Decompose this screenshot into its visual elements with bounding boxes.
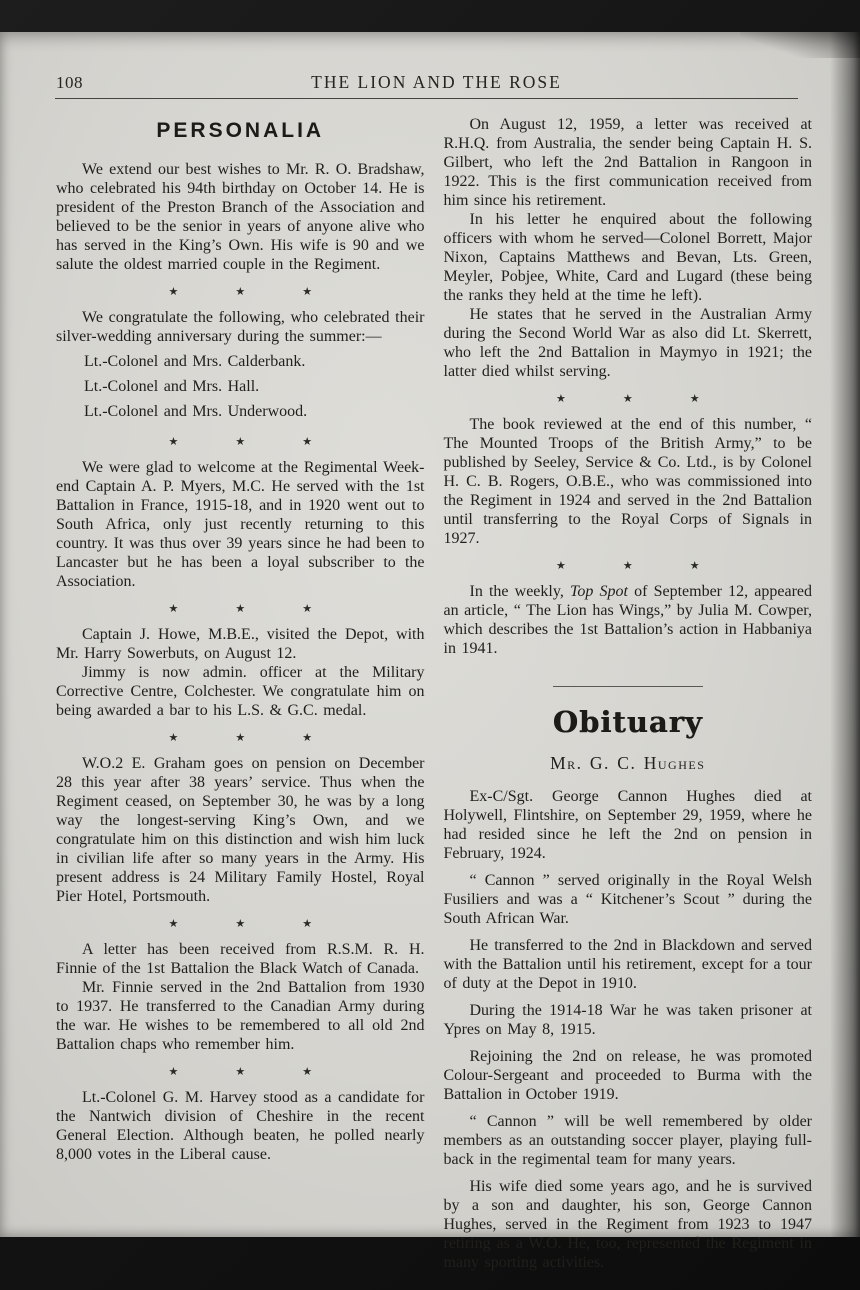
list-item: Lt.-Colonel and Mrs. Underwood. xyxy=(84,403,308,420)
paragraph-graham: W.O.2 E. Graham goes on pension on December 28 this year after 38 years’ service. Thus when the Regiment ceased, on September 30, he was by a long way the longest-serving King’s Own, and we congratulate him on this distinction and wish him luck in civilian life after so many years in the Army. His present address is 24 Military Family Hostel, Royal Pier Hotel, Portsmouth. xyxy=(56,755,425,905)
star-separator xyxy=(56,286,425,298)
list-item: Lt.-Colonel and Mrs. Hall. xyxy=(84,378,260,395)
journal-title: THE LION AND THE ROSE xyxy=(311,72,562,92)
paragraph-finnie-2: Mr. Finnie served in the 2nd Battalion from 1930 to 1937. He transferred to the Canadian Army during the war. He wishes to be remembered to all old 2nd Battalion chaps who remember him. xyxy=(56,979,425,1053)
paragraph-harvey: Lt.-Colonel G. M. Harvey stood as a candidate for the Nantwich division of Cheshire in the recent General Election. Although beaten, he polled nearly 8,000 votes in the Liberal cause. xyxy=(56,1089,425,1163)
paragraph-howe-2: Jimmy is now admin. officer at the Military Corrective Centre, Colchester. We congratulate him on being awarded a bar to his L.S. & G.C. medal. xyxy=(56,664,425,719)
obituary-paragraph: Rejoining the 2nd on release, he was promoted Colour-Sergeant and proceeded to Burma with the Battalion in October 1919. xyxy=(443,1048,812,1103)
obituary-paragraph: Ex-C/Sgt. George Cannon Hughes died at Holywell, Flintshire, on September 29, 1959, where he had resided since he left the 2nd on pension in February, 1924. xyxy=(443,788,812,862)
star-icon: ★ xyxy=(689,560,700,572)
star-icon: ★ xyxy=(302,1066,313,1078)
star-icon: ★ xyxy=(235,732,246,744)
star-icon: ★ xyxy=(168,1066,179,1078)
star-icon: ★ xyxy=(168,732,179,744)
section-divider-rule xyxy=(553,686,703,687)
star-separator xyxy=(444,560,813,572)
silver-wedding-name-list xyxy=(84,349,425,424)
star-icon: ★ xyxy=(302,603,313,615)
obituary-paragraph: He transferred to the 2nd in Blackdown and served with the Battalion until his retirement, except for a tour of duty at the Depot in 1910. xyxy=(443,937,812,992)
personalia-heading: PERSONALIA xyxy=(156,119,325,142)
page-number: 108 xyxy=(56,73,83,92)
star-icon: ★ xyxy=(302,436,313,448)
star-icon: ★ xyxy=(168,918,179,930)
paragraph-bradshaw: We extend our best wishes to Mr. R. O. Bradshaw, who celebrated his 94th birthday on October 14. He is president of the Preston Branch of the Association and believed to be the senior in years of anyone alive who has served in the King’s Own. His wife is 90 and we salute the oldest married couple in the Regiment. xyxy=(56,161,425,273)
paragraph-gilbert: On August 12, 1959, a letter was received at R.H.Q. from Australia, the sender being Captain H. S. Gilbert, who left the 2nd Battalion in Rangoon in 1922. This is the first communication received from him since his retirement. xyxy=(443,116,812,209)
paragraph-gilbert-2: In his letter he enquired about the following officers with whom he served—Colonel Borrett, Major Nixon, Captains Matthews and Bevan, Lts. Green, Meyler, Pobjee, White, Card and Lugard (these being the ranks they held at the time he left). xyxy=(443,211,812,304)
left-column xyxy=(56,115,425,1280)
star-icon: ★ xyxy=(302,918,313,930)
star-icon: ★ xyxy=(622,560,633,572)
star-icon: ★ xyxy=(168,436,179,448)
star-separator xyxy=(56,732,425,744)
page-header xyxy=(0,32,860,97)
star-icon: ★ xyxy=(235,603,246,615)
top-spot-title: Top Spot xyxy=(569,583,628,600)
top-spot-pre: In the weekly, xyxy=(469,583,570,600)
page-columns xyxy=(0,99,860,1280)
obituary-section xyxy=(443,705,813,1272)
star-icon: ★ xyxy=(235,918,246,930)
star-icon: ★ xyxy=(302,732,313,744)
star-icon: ★ xyxy=(555,393,566,405)
star-icon: ★ xyxy=(689,393,700,405)
star-separator xyxy=(56,918,425,930)
obituary-paragraph: “ Cannon ” will be well remembered by older members as an outstanding soccer player, playing full-back in the regimental team for many years. xyxy=(443,1113,812,1168)
obituary-heading: Obituary xyxy=(552,705,703,739)
star-icon: ★ xyxy=(168,286,179,298)
star-separator xyxy=(56,1066,425,1078)
star-icon: ★ xyxy=(235,286,246,298)
star-icon: ★ xyxy=(168,603,179,615)
list-item: Lt.-Colonel and Mrs. Calderbank. xyxy=(84,353,306,370)
obituary-paragraph: “ Cannon ” served originally in the Royal Welsh Fusiliers and was a “ Kitchener’s Scout ” during the South African War. xyxy=(443,872,812,927)
star-icon: ★ xyxy=(555,560,566,572)
paragraph-howe: Captain J. Howe, M.B.E., visited the Depot, with Mr. Harry Sowerbuts, on August 12. xyxy=(56,626,425,662)
obituary-paragraph: His wife died some years ago, and he is survived by a son and daughter, his son, George Cannon Hughes, served in the Regiment from 1923 to 1947 retiring as a W.O. He, too, represented the Regiment in many sporting activities. xyxy=(443,1178,812,1271)
paragraph-top-spot xyxy=(444,582,813,658)
star-icon: ★ xyxy=(235,436,246,448)
top-spot-post: of September 12, appeared an article, “ The Lion has Wings,” by Julia M. Cowper, which describes the 1st Battalion’s action in Habbaniya in 1941. xyxy=(443,583,812,657)
paragraph-finnie: A letter has been received from R.S.M. R. H. Finnie of the 1st Battalion the Black Watch of Canada. xyxy=(56,941,425,977)
star-separator xyxy=(56,436,425,448)
right-column xyxy=(444,115,813,1280)
star-separator xyxy=(56,603,425,615)
paragraph-book-review: The book reviewed at the end of this number, “ The Mounted Troops of the British Army,” to be published by Seeley, Service & Co. Ltd., is by Colonel H. C. B. Rogers, O.B.E., who was commissioned into the Regiment in 1924 and served in the 2nd Battalion until transferring to the Royal Corps of Signals in 1927. xyxy=(443,416,812,547)
paragraph-myers: We were glad to welcome at the Regimental Week-end Captain A. P. Myers, M.C. He served with the 1st Battalion in France, 1915-18, and in 1920 went out to South Africa, only just recently returning to this country. It was thus over 39 years since he had been to Lancaster but he has been a loyal subscriber to the Association. xyxy=(56,459,425,590)
page xyxy=(0,32,860,1271)
star-icon: ★ xyxy=(302,286,313,298)
star-separator xyxy=(444,393,813,405)
obituary-paragraph: During the 1914-18 War he was taken prisoner at Ypres on May 8, 1915. xyxy=(443,1002,812,1038)
paragraph-gilbert-3: He states that he served in the Australian Army during the Second World War as also did Lt. Skerrett, who left the 2nd Battalion in Maymyo in 1921; the latter died whilst serving. xyxy=(443,306,812,380)
star-icon: ★ xyxy=(235,1066,246,1078)
paragraph-silver-wedding: We congratulate the following, who celebrated their silver-wedding anniversary during the summer:— xyxy=(56,309,425,345)
star-icon: ★ xyxy=(622,393,633,405)
obituary-subject: Mr. G. C. Hughes xyxy=(550,753,706,773)
